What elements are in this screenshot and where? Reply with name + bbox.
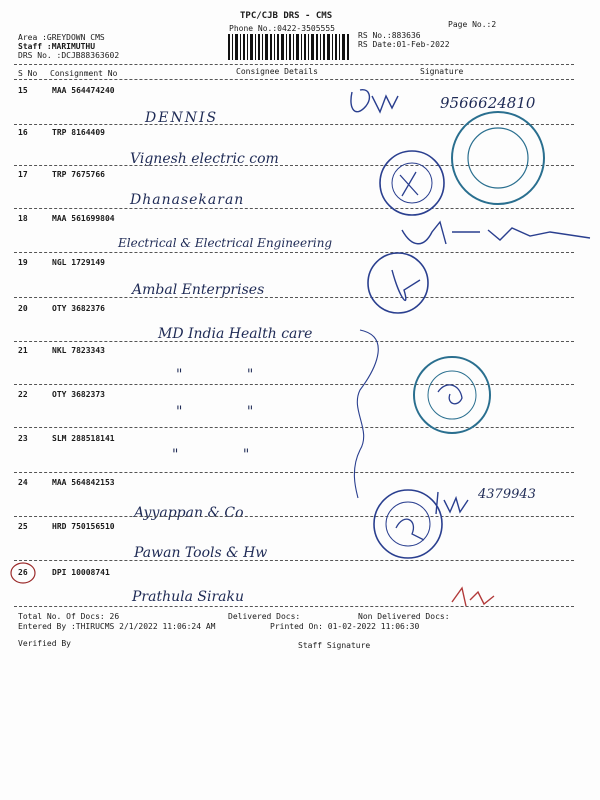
row-consignee: " " xyxy=(172,447,280,463)
row-consignment: MAA 561699804 xyxy=(52,214,115,223)
company-stamp xyxy=(368,253,428,313)
row-sno: 17 xyxy=(18,170,28,179)
page-number: Page No.:2 xyxy=(448,20,497,29)
company-stamp xyxy=(452,112,544,204)
signature xyxy=(351,90,398,112)
row-consignment: HRD 750156510 xyxy=(52,522,115,531)
area-label: Area :GREYDOWN CMS xyxy=(18,33,105,42)
row-sno: 21 xyxy=(18,346,28,355)
entered-by: Entered By :THIRUCMS 2/1/2022 11:06:24 AM xyxy=(18,622,216,631)
staff-label: Staff :MARIMUTHU xyxy=(18,42,96,51)
row-consignment: OTY 3682376 xyxy=(52,304,105,313)
row-consignee: Ambal Enterprises xyxy=(132,282,265,298)
row-sno: 24 xyxy=(18,478,28,487)
row-consignment: SLM 288518141 xyxy=(52,434,115,443)
row-consignee: Electrical & Electrical Engineering xyxy=(118,236,333,250)
verified-by: Verified By xyxy=(18,639,71,648)
row-sno: 18 xyxy=(18,214,28,223)
staff-signature-label: Staff Signature xyxy=(298,641,371,650)
printed-on: Printed On: 01-02-2022 11:06:30 xyxy=(270,622,420,631)
non-delivered-docs: Non Delivered Docs: xyxy=(358,612,450,621)
col-signature: Signature xyxy=(420,67,464,76)
row-consignee: " " xyxy=(176,404,284,420)
signature xyxy=(452,588,494,606)
row-consignment: OTY 3682373 xyxy=(52,390,105,399)
row-consignment: TRP 7675766 xyxy=(52,170,105,179)
rs-date: RS Date:01-Feb-2022 xyxy=(358,40,450,49)
row-consignment: NKL 7823343 xyxy=(52,346,105,355)
handwritten-phone: 9566624810 xyxy=(440,94,536,112)
row-sno: 22 xyxy=(18,390,28,399)
signature xyxy=(436,492,468,514)
row-consignment: NGL 1729149 xyxy=(52,258,105,267)
row-sno: 23 xyxy=(18,434,28,443)
row-sno: 15 xyxy=(18,86,28,95)
phone-number: Phone No.:0422-3505555 xyxy=(229,24,335,33)
drs-number: DRS No. :DCJB88363602 xyxy=(18,51,120,60)
row-consignment: MAA 564842153 xyxy=(52,478,115,487)
row-sno: 25 xyxy=(18,522,28,531)
row-consignee: Dhanasekaran xyxy=(130,192,245,208)
col-sno: S No xyxy=(18,69,38,78)
row-consignee: Pawan Tools & Hw xyxy=(134,545,268,561)
row-consignee: MD India Health care xyxy=(158,326,313,342)
row-consignee: " " xyxy=(176,367,284,383)
row-consignee: Vignesh electric com xyxy=(130,151,279,167)
total-docs: Total No. Of Docs: 26 xyxy=(18,612,120,621)
company-stamp xyxy=(414,357,490,433)
row-sno: 20 xyxy=(18,304,28,313)
row-consignee: Prathula Siraku xyxy=(132,589,244,605)
delivered-docs: Delivered Docs: xyxy=(228,612,301,621)
footer-divider xyxy=(14,606,574,607)
document-title: TPC/CJB DRS - CMS xyxy=(240,11,333,21)
row-consignment: DPI 10008741 xyxy=(52,568,110,577)
row-consignee: DENNIS xyxy=(145,110,219,126)
row-sno: 26 xyxy=(18,568,28,577)
signature xyxy=(402,222,590,244)
row-consignee: Ayyappan & Co xyxy=(134,505,244,521)
handwritten-phone: 4379943 xyxy=(478,487,536,502)
rs-number: RS No.:883636 xyxy=(358,31,421,40)
col-consignee: Consignee Details xyxy=(236,67,318,76)
col-consignment: Consignment No xyxy=(50,69,118,78)
row-sno: 19 xyxy=(18,258,28,267)
company-stamp xyxy=(374,490,442,558)
row-consignment: TRP 8164409 xyxy=(52,128,105,137)
row-consignment: MAA 564474240 xyxy=(52,86,115,95)
row-sno: 16 xyxy=(18,128,28,137)
company-stamp xyxy=(380,151,444,215)
